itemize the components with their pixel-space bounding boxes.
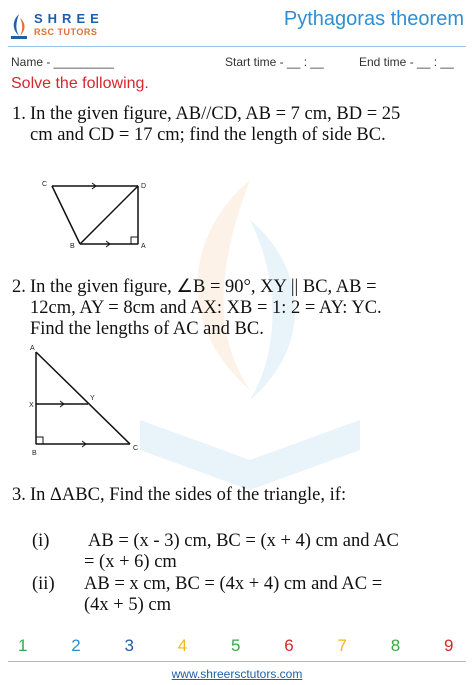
logo-icon — [8, 12, 30, 40]
part-text: (4x + 5) cm — [84, 595, 171, 615]
part-text: = (x + 6) cm — [84, 552, 177, 572]
logo-subtitle: RSC TUTORS — [34, 27, 98, 37]
question-line: In the given figure, AB//CD, AB = 7 cm, BD = 25 — [30, 104, 401, 124]
question-3 — [12, 485, 467, 507]
question-line: cm and CD = 17 cm; find the length of side BC. — [30, 125, 386, 145]
question-2 — [12, 277, 467, 343]
start-time-label: Start time - __ : __ — [225, 55, 324, 69]
figure-label: D — [141, 183, 147, 190]
instruction-text: Solve the following. — [11, 75, 149, 92]
footer-digit: 5 — [231, 636, 241, 655]
header-divider — [8, 46, 466, 47]
footer-digit: 8 — [390, 636, 401, 655]
footer-digit: 2 — [71, 636, 81, 655]
logo-name: SHREE — [34, 11, 104, 26]
figure-label: B — [70, 243, 75, 250]
figure-right-triangle — [26, 344, 144, 458]
figure-label: A — [141, 243, 146, 250]
part-label: (ii) — [32, 574, 55, 594]
figure-label: B — [32, 450, 37, 457]
footer-digit: 3 — [124, 636, 134, 655]
question-1 — [12, 104, 467, 148]
question-number: 2. — [12, 277, 26, 297]
question-line: Find the lengths of AC and BC. — [30, 319, 264, 339]
end-time-label: End time - __ : __ — [359, 55, 454, 69]
question-line: 12cm, AY = 8cm and AX: XB = 1: 2 = AY: YC. — [30, 298, 382, 318]
question-line: In the given figure, ∠B = 90°, XY || BC, AB = — [30, 277, 377, 297]
figure-label: A — [30, 345, 35, 352]
part-text: AB = x cm, BC = (4x + 4) cm and AC = — [84, 574, 383, 594]
figure-trapezium — [38, 176, 158, 252]
footer-digits — [0, 636, 474, 660]
figure-label: X — [29, 402, 34, 409]
footer-digit: 9 — [444, 636, 454, 655]
worksheet-title: Pythagoras theorem — [283, 8, 464, 30]
footer-digit: 6 — [284, 636, 294, 655]
figure-label: Y — [90, 395, 95, 402]
website-link[interactable]: www.shreersctutors.com — [171, 667, 303, 681]
question-number: 3. — [12, 485, 26, 505]
figure-label: C — [133, 445, 139, 452]
part-label: (i) — [32, 531, 50, 551]
question-number: 1. — [12, 104, 26, 124]
footer-divider — [8, 661, 466, 662]
footer-digit: 1 — [18, 636, 28, 655]
figure-label: C — [42, 181, 48, 188]
footer-digit: 7 — [337, 636, 347, 655]
question-line: In ΔABC, Find the sides of the triangle, if: — [30, 485, 347, 505]
name-field-label: Name - _________ — [11, 55, 114, 69]
footer-digit: 4 — [177, 636, 188, 655]
part-text: AB = (x - 3) cm, BC = (x + 4) cm and AC — [88, 531, 399, 551]
